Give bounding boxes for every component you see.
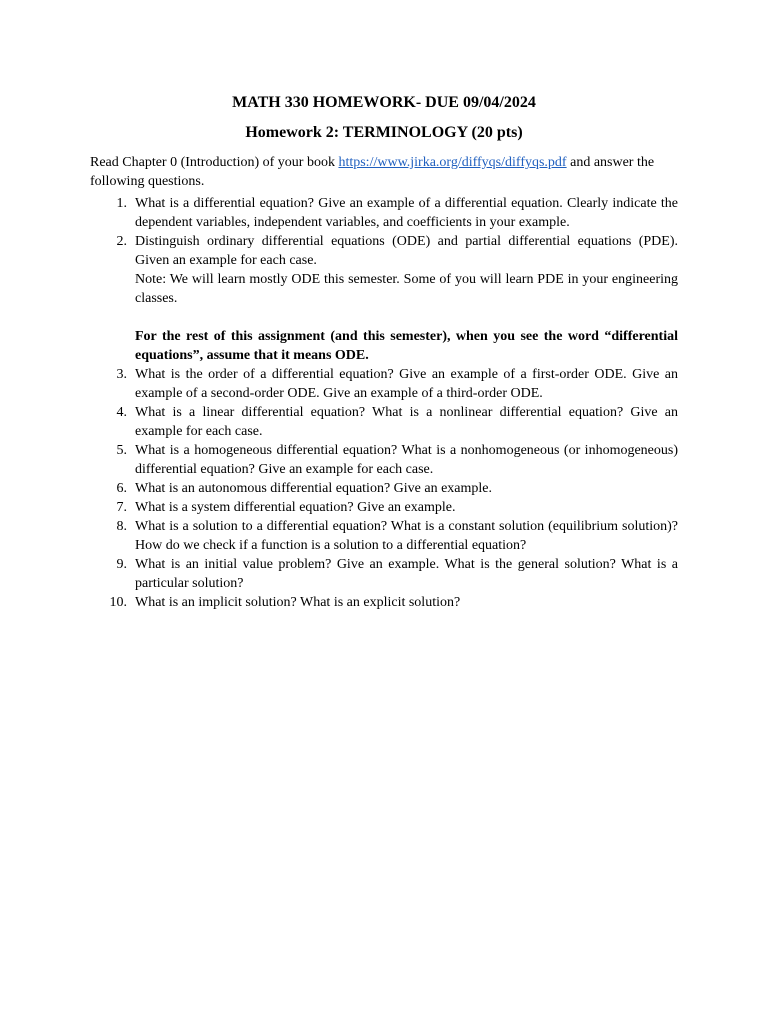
question-item (90, 593, 678, 612)
question-number: 4. (116, 405, 127, 420)
intro-text-before: Read Chapter 0 (Introduction) of your book (90, 155, 339, 170)
question-list (90, 194, 678, 327)
question-text: What is an autonomous differential equation? Give an example. (135, 481, 493, 496)
question-number: 3. (116, 367, 127, 382)
question-number: 5. (116, 443, 127, 458)
question-text: What is a differential equation? Give an example of a differential equation. Clearly indicate the dependent variables, independent variables, and coefficients in your example. (135, 196, 678, 230)
question-item (90, 517, 678, 555)
question-list-continued (90, 365, 678, 612)
question-text: What is a homogeneous differential equation? What is a nonhomogeneous (or inhomogeneous) differential equation? Give an example for each case. (135, 443, 678, 477)
question-text: Distinguish ordinary differential equations (ODE) and partial differential equations (PDE). Given an example for each case. (135, 234, 678, 268)
question-item (90, 498, 678, 517)
intro-text-after: and answer the following questions. (90, 155, 655, 189)
question-item (90, 194, 678, 232)
intro-paragraph (90, 153, 678, 191)
question-number: 9. (116, 557, 127, 572)
question-item (90, 365, 678, 403)
question-item (90, 479, 678, 498)
question-item (90, 555, 678, 593)
question-number: 1. (116, 196, 127, 211)
document-page (90, 92, 678, 612)
question-item (90, 441, 678, 479)
question-number: 10. (109, 595, 127, 610)
page-title: MATH 330 HOMEWORK- DUE 09/04/2024 (232, 94, 536, 111)
question-number: 8. (116, 519, 127, 534)
question-text: What is the order of a differential equation? Give an example of a first-order ODE. Give an example of a second-order ODE. Give an example of a third-order ODE. (135, 367, 678, 401)
question-number: 7. (116, 500, 127, 515)
question-note: Note: We will learn mostly ODE this semester. Some of you will learn PDE in your engineering classes. (135, 272, 678, 306)
spacer (135, 308, 678, 327)
question-text: What is a linear differential equation? What is a nonlinear differential equation? Give an example for each case. (135, 405, 678, 439)
book-link[interactable]: https://www.jirka.org/diffyqs/diffyqs.pdf (338, 155, 567, 170)
question-text: What is a system differential equation? Give an example. (135, 500, 456, 515)
question-item (90, 232, 678, 327)
page-subtitle: Homework 2: TERMINOLOGY (20 pts) (245, 124, 523, 141)
question-number: 6. (116, 481, 127, 496)
question-item (90, 403, 678, 441)
assignment-note: For the rest of this assignment (and this semester), when you see the word “differential equations”, assume that it means ODE. (135, 329, 678, 363)
question-text: What is an initial value problem? Give an example. What is the general solution? What is a particular solution? (135, 557, 678, 591)
question-number: 2. (116, 234, 127, 249)
question-text: What is an implicit solution? What is an explicit solution? (135, 595, 461, 610)
question-text: What is a solution to a differential equation? What is a constant solution (equilibrium solution)? How do we check if a function is a solution to a differential equation? (135, 519, 678, 553)
